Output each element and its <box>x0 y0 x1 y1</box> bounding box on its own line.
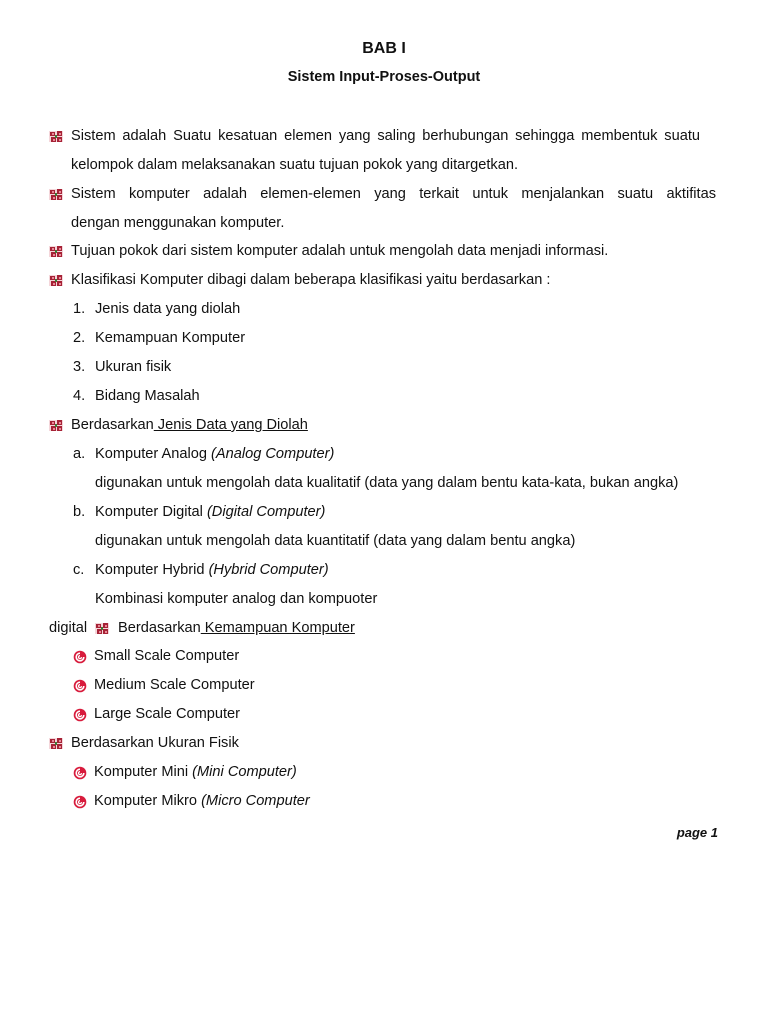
numbered-item-data-type: Jenis data yang diolah <box>95 301 241 317</box>
item-name: Komputer Digital <box>95 504 207 520</box>
lettered-marker: a. <box>73 446 86 462</box>
swirl-bullet-icon <box>73 708 87 722</box>
lettered-item-digital <box>95 502 325 522</box>
digital-description: digunakan untuk mengolah data kuantitatif (data yang dalam bentu angka) <box>95 533 576 549</box>
item-english: (Micro Computer <box>201 793 310 809</box>
paragraph-system-line-2: kelompok dalam melaksanakan suatu tujuan pokok yang ditargetkan. <box>71 157 519 173</box>
item-english: (Mini Computer) <box>192 764 297 780</box>
flower-bullet-icon <box>95 622 109 635</box>
section-data-type-heading <box>71 415 308 435</box>
numbered-marker: 4. <box>73 388 86 404</box>
section-topic-underlined: Jenis Data yang Diolah <box>153 417 308 433</box>
hybrid-description: Kombinasi komputer analog dan kompuoter <box>95 591 378 607</box>
paragraph-system-line-1: Sistem adalah Suatu kesatuan elemen yang saling berhubungan sehingga membentuk suatu <box>71 128 700 144</box>
lettered-marker: c. <box>73 562 85 578</box>
item-name: Komputer Analog <box>95 446 212 462</box>
numbered-item-capability: Kemampuan Komputer <box>95 330 246 346</box>
paragraph-purpose: Tujuan pokok dari sistem komputer adalah untuk mengolah data menjadi informasi. <box>71 243 609 259</box>
numbered-item-size: Ukuran fisik <box>95 359 172 375</box>
section-capability-heading <box>118 618 355 638</box>
paragraph-computer-system-line-1: Sistem komputer adalah elemen-elemen yang terkait untuk menjalankan suatu aktifitas <box>71 186 716 202</box>
paragraph-classification: Klasifikasi Komputer dibagi dalam beberapa klasifikasi yaitu berdasarkan : <box>71 272 551 288</box>
page-number: page 1 <box>676 825 718 840</box>
chapter-subtitle: Sistem Input-Proses-Output <box>287 69 481 85</box>
item-name: Komputer Mikro <box>94 793 202 809</box>
item-english: (Analog Computer) <box>211 446 335 462</box>
section-prefix: Berdasarkan <box>71 417 154 433</box>
capability-item-medium: Medium Scale Computer <box>94 677 255 693</box>
section-prefix: Berdasarkan <box>118 620 201 636</box>
analog-description: digunakan untuk mengolah data kualitatif (data yang dalam bentu kata-kata, bukan angka) <box>95 475 679 491</box>
lettered-item-hybrid <box>95 560 329 580</box>
flower-bullet-icon <box>49 737 63 750</box>
flower-bullet-icon <box>49 245 63 258</box>
item-english: (Digital Computer) <box>206 504 326 520</box>
swirl-bullet-icon <box>73 766 87 780</box>
lettered-marker: b. <box>73 504 86 520</box>
item-name: Komputer Hybrid <box>95 562 209 578</box>
item-english: (Hybrid Computer) <box>208 562 329 578</box>
numbered-marker: 1. <box>73 301 86 317</box>
section-topic-underlined: Kemampuan Komputer <box>200 620 355 636</box>
size-item-mini <box>94 762 297 782</box>
paragraph-computer-system-line-2: dengan menggunakan komputer. <box>71 215 285 231</box>
chapter-title: BAB I <box>362 40 406 57</box>
swirl-bullet-icon <box>73 679 87 693</box>
numbered-item-problem-field: Bidang Masalah <box>95 388 200 404</box>
flower-bullet-icon <box>49 130 63 143</box>
swirl-bullet-icon <box>73 650 87 664</box>
numbered-marker: 3. <box>73 359 86 375</box>
capability-item-small: Small Scale Computer <box>94 648 240 664</box>
size-item-micro <box>94 791 310 811</box>
swirl-bullet-icon <box>73 795 87 809</box>
stray-word-digital: digital <box>49 620 88 636</box>
flower-bullet-icon <box>49 274 63 287</box>
flower-bullet-icon <box>49 419 63 432</box>
lettered-item-analog <box>95 444 334 464</box>
numbered-marker: 2. <box>73 330 86 346</box>
section-size-heading: Berdasarkan Ukuran Fisik <box>71 735 239 751</box>
item-name: Komputer Mini <box>94 764 193 780</box>
capability-item-large: Large Scale Computer <box>94 706 241 722</box>
flower-bullet-icon <box>49 188 63 201</box>
